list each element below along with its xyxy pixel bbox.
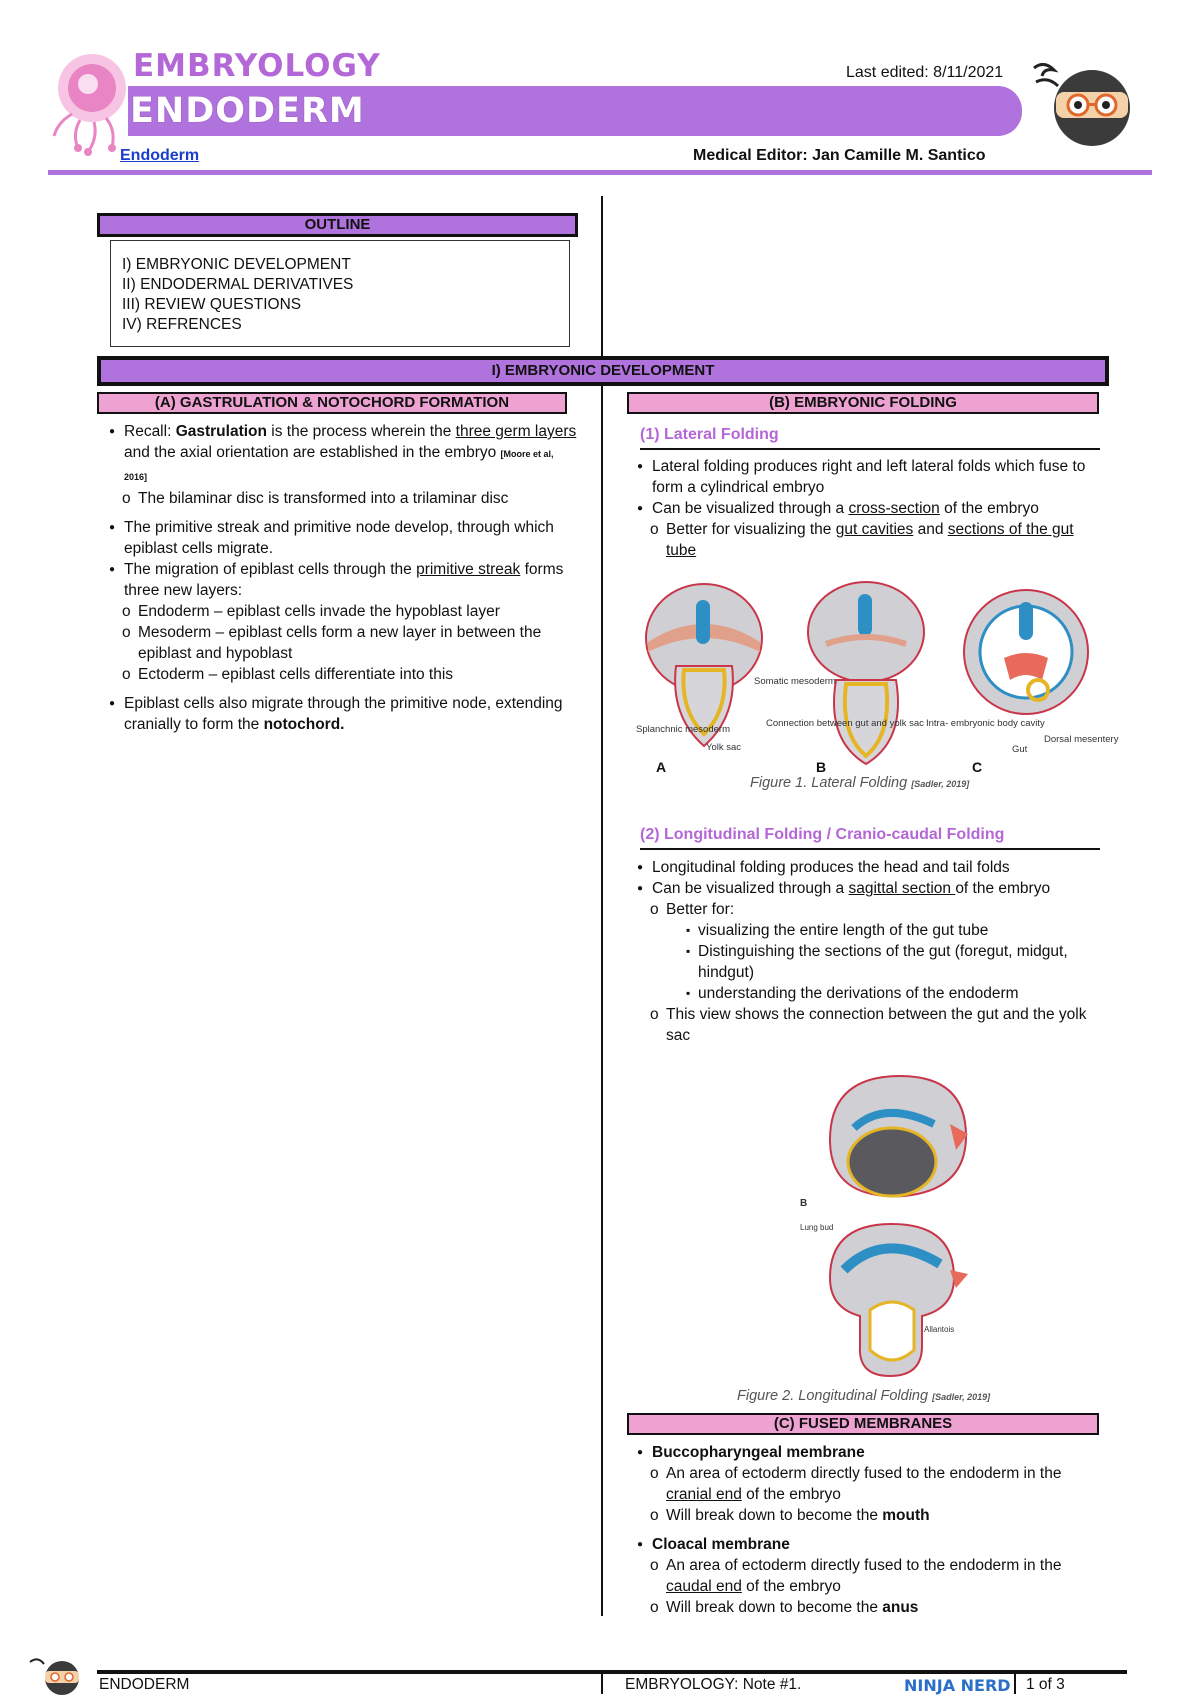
bullet-sagittal-section: ● Can be visualized through a sagittal section of the embryo — [636, 878, 1100, 899]
longitudinal-fold-top — [830, 1076, 968, 1196]
header-divider — [48, 170, 1152, 175]
outline-heading: OUTLINE — [97, 213, 578, 237]
column-divider — [601, 196, 603, 1616]
label-stage-b: B — [816, 759, 827, 775]
subject-title: EMBRYOLOGY — [133, 48, 381, 84]
label-stage-a: A — [656, 759, 667, 775]
label-yolk-sac: Yolk sac — [706, 742, 742, 753]
square-bullet-gut-sections: ▪ Distinguishing the sections of the gut (foregut, midgut, hindgut) — [636, 941, 1100, 983]
label-fig2-b: B — [800, 1198, 808, 1209]
endoderm-link[interactable]: Endoderm — [120, 147, 200, 164]
label-dorsal-mesentery: Dorsal mesentery — [1044, 734, 1119, 745]
square-bullet-gut-tube: ▪ visualizing the entire length of the gut tube — [636, 920, 1100, 941]
longitudinal-folding-figure — [800, 1070, 970, 1380]
square-bullet-derivations: ▪ understanding the derivations of the endoderm — [636, 983, 1100, 1004]
footer-ninja-icon — [28, 1656, 84, 1696]
subsection-heading-fused-membranes: (C) FUSED MEMBRANES — [627, 1413, 1099, 1435]
bullet-epiblast-migration: ● The migration of epiblast cells through the primitive streak forms three new layers: — [108, 559, 578, 601]
footer-topic: ENDODERM — [99, 1676, 190, 1693]
subsection-heading-gastrulation: (A) GASTRULATION & NOTOCHORD FORMATION — [97, 392, 567, 414]
outline-item: II) ENDODERMAL DERIVATIVES — [122, 276, 354, 293]
sub-bullet-ectoderm: o Ectoderm – epiblast cells differentiate into this — [108, 664, 578, 685]
bullet-primitive-streak: ● The primitive streak and primitive node develop, through which epiblast cells migrate. — [108, 517, 578, 559]
lateral-fold-stage-a — [646, 584, 762, 746]
svg-text:NINJA NERD: NINJA NERD — [904, 1676, 1011, 1695]
gastrulation-notes — [108, 421, 578, 735]
sub-bullet-mesoderm: o Mesoderm – epiblast cells form a new layer in between the epiblast and hypoblast — [108, 622, 578, 664]
lateral-fold-stage-b — [808, 582, 924, 764]
bullet-gastrulation: ● Recall: Gastrulation is the process wherein the three germ layers and the axial orientation are established in the embryo [Moore et al, 2016] — [108, 421, 578, 488]
lateral-folding-rule — [640, 448, 1100, 450]
label-lung-bud: Lung bud — [800, 1223, 834, 1232]
bullet-cloacal: ● Cloacal membrane — [636, 1534, 1102, 1555]
footer-separator — [601, 1674, 603, 1694]
ninja-nerd-logo — [904, 1674, 1011, 1696]
page-number: 1 of 3 — [1026, 1676, 1065, 1693]
sub-bullet-trilaminar: o The bilaminar disc is transformed into a trilaminar disc — [108, 488, 578, 509]
sub-bullet-caudal-end: o An area of ectoderm directly fused to the endoderm in the caudal end of the embryo — [636, 1555, 1102, 1597]
longitudinal-fold-bottom — [830, 1224, 968, 1376]
medical-editor: Medical Editor: Jan Camille M. Santico — [693, 147, 986, 164]
lateral-folding-notes — [636, 456, 1100, 561]
topic-title: ENDODERM — [130, 91, 365, 131]
section-heading-embryonic-development: I) EMBRYONIC DEVELOPMENT — [97, 356, 1109, 386]
subsection-heading-embryonic-folding: (B) EMBRYONIC FOLDING — [627, 392, 1099, 414]
label-intra-embryonic: Intra- embryonic body cavity — [926, 718, 1045, 729]
bullet-head-tail-folds: ● Longitudinal folding produces the head and tail folds — [636, 857, 1100, 878]
ninja-mascot-icon — [1030, 58, 1134, 150]
label-splanchnic-mesoderm: Splanchnic mesoderm — [636, 724, 730, 735]
sub-bullet-mouth: o Will break down to become the mouth — [636, 1505, 1102, 1526]
label-stage-c: C — [972, 759, 983, 775]
lateral-fold-stage-c — [964, 590, 1088, 714]
label-connection: Connection between gut and yolk sac — [766, 718, 924, 729]
lateral-folding-figure — [636, 580, 1119, 776]
footer-separator — [1014, 1674, 1016, 1694]
outline-item: I) EMBRYONIC DEVELOPMENT — [122, 256, 351, 273]
outline-item: III) REVIEW QUESTIONS — [122, 296, 302, 313]
sub-bullet-better-for: o Better for: — [636, 899, 1100, 920]
label-somatic-mesoderm: Somatic mesoderm — [754, 676, 836, 687]
outline-list — [110, 240, 570, 347]
label-gut: Gut — [1012, 744, 1028, 755]
sub-bullet-gut-yolk-connection: o This view shows the connection between the gut and the yolk sac — [636, 1004, 1100, 1046]
sub-bullet-gut-cavities: o Better for visualizing the gut cavities and sections of the gut tube — [636, 519, 1100, 561]
longitudinal-folding-notes — [636, 857, 1100, 1046]
bullet-buccopharyngeal: ● Buccopharyngeal membrane — [636, 1442, 1102, 1463]
bullet-cross-section: ● Can be visualized through a cross-section of the embryo — [636, 498, 1100, 519]
label-allantois: Allantois — [924, 1325, 955, 1334]
outline-item: IV) REFRENCES — [122, 316, 242, 333]
figure-2-caption: Figure 2. Longitudinal Folding [Sadler, 2019] — [737, 1388, 991, 1404]
sub-bullet-endoderm: o Endoderm – epiblast cells invade the hypoblast layer — [108, 601, 578, 622]
sub-bullet-cranial-end: o An area of ectoderm directly fused to the endoderm in the cranial end of the embryo — [636, 1463, 1102, 1505]
bullet-notochord: ● Epiblast cells also migrate through the primitive node, extending cranially to form the notochord. — [108, 693, 578, 735]
longitudinal-folding-rule — [640, 848, 1100, 850]
footer-note: EMBRYOLOGY: Note #1. — [625, 1676, 802, 1693]
figure-1-caption: Figure 1. Lateral Folding [Sadler, 2019] — [750, 775, 970, 791]
bullet-lateral-folds: ● Lateral folding produces right and left lateral folds which fuse to form a cylindrical embryo — [636, 456, 1100, 498]
lateral-folding-heading: (1) Lateral Folding — [640, 426, 779, 443]
longitudinal-folding-heading: (2) Longitudinal Folding / Cranio-caudal Folding — [640, 826, 1005, 843]
fused-membranes-notes — [636, 1442, 1102, 1618]
sub-bullet-anus: o Will break down to become the anus — [636, 1597, 1102, 1618]
last-edited-date: Last edited: 8/11/2021 — [846, 64, 1004, 81]
